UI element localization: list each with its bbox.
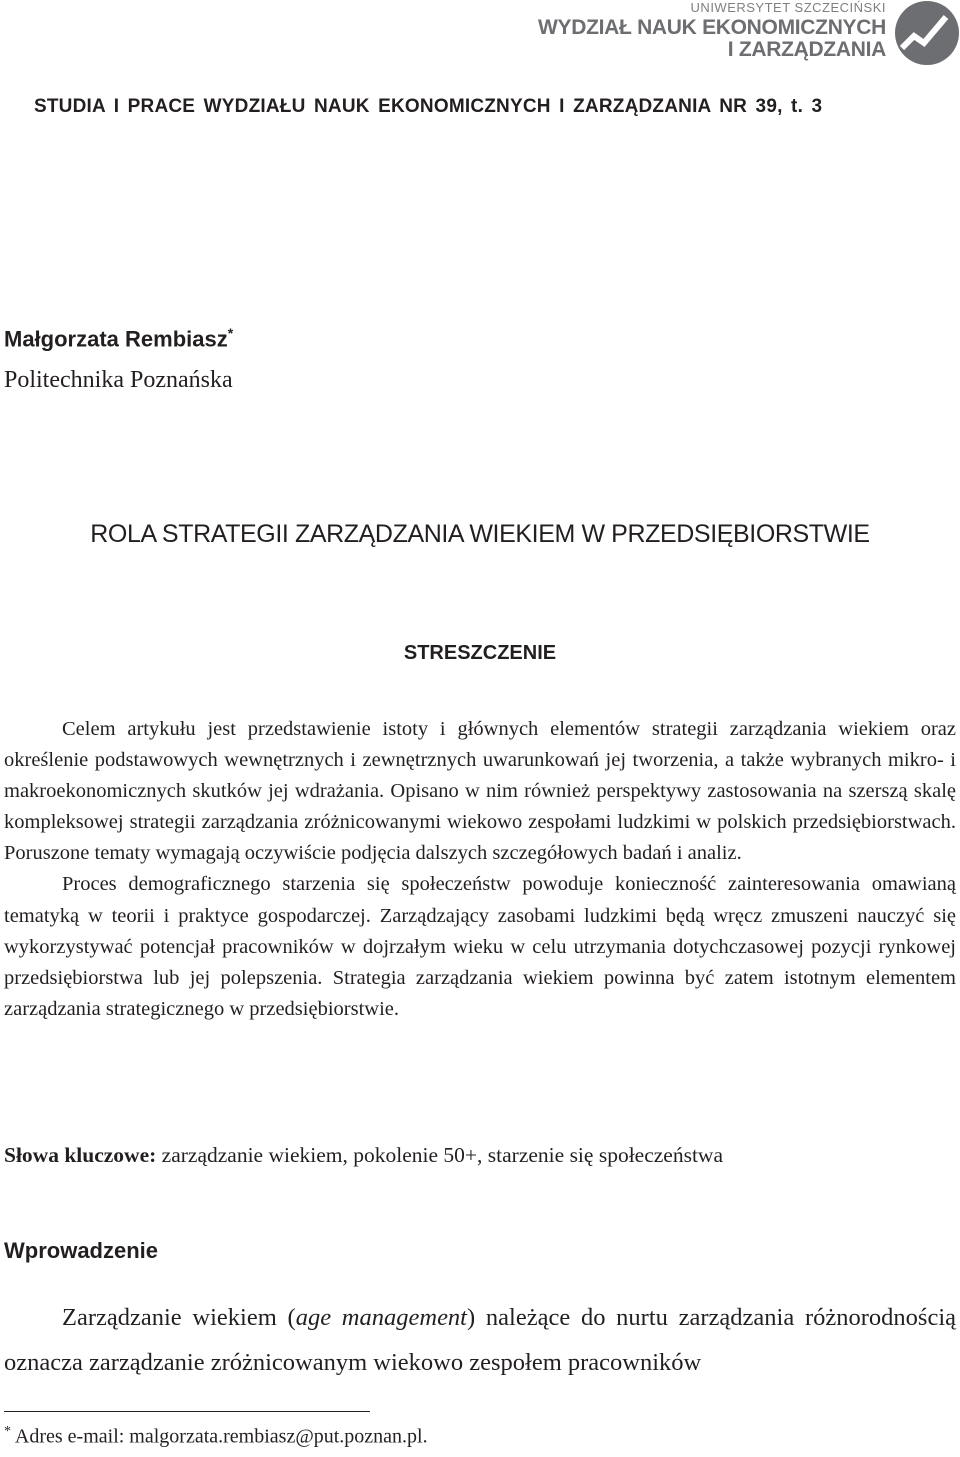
abstract-body <box>4 714 956 1025</box>
faculty-name <box>538 17 886 61</box>
article-title: ROLA STRATEGII ZARZĄDZANIA WIEKIEM W PRZEDSIĘBIORSTWIE <box>90 520 870 548</box>
abstract-paragraph: Celem artykułu jest przedstawienie istoty i głównych elementów strategii zarządzania wiekiem oraz określenie podstawowych wewnętrznych i zewnętrznych uwarunkowań jej tworzenia, a także wybranych mikro- i makroekonomicznych skutków jej wdrażania. Opisano w nim również perspektywy zastosowania na szerszą skalę kompleksowej strategii zarządzania zróżnicowanymi wiekowo zespołami ludzkimi w polskich przedsiębiorstwach. Poruszone tematy wymagają oczywiście podjęcia dalszych szczegółowych badań i analiz. <box>4 718 956 865</box>
intro-text-before: Zarządzanie wiekiem ( <box>62 1304 296 1331</box>
keywords-text: zarządzanie wiekiem, pokolenie 50+, starzenie się społeczeństwa <box>156 1143 723 1167</box>
intro-term: age management <box>295 1304 467 1331</box>
author-affiliation: Politechnika Poznańska <box>4 367 233 393</box>
faculty-logo <box>500 0 960 80</box>
introduction-body <box>4 1295 956 1385</box>
keywords <box>4 1143 956 1168</box>
faculty-name-line1: WYDZIAŁ NAUK EKONOMICZNYCH <box>537 16 886 39</box>
author-name-text: Małgorzata Rembiasz <box>4 326 228 352</box>
university-name: UNIWERSYTET SZCZECIŃSKI <box>690 0 886 15</box>
faculty-name-line2: I ZARZĄDZANIA <box>727 38 886 61</box>
abstract-paragraph: Proces demograficznego starzenia się społeczeństw powoduje konieczność zainteresowania omawianą tematyką w teorii i praktyce gospodarczej. Zarządzający zasobami ludzkimi będą wręcz zmuszeni nauczyć się wykorzystywać potencjał pracowników w dojrzałym wieku w celu utrzymania dotychczasowej pozycji rynkowej przedsiębiorstwa lub jej polepszenia. Strategia zarządzania wiekiem powinna być zatem istotnym elementem zarządzania strategicznego w przedsiębiorstwie. <box>4 873 956 1020</box>
author-footnote-marker: * <box>227 325 234 341</box>
section-heading-introduction: Wprowadzenie <box>4 1238 159 1263</box>
faculty-logo-icon <box>894 0 960 66</box>
keywords-label: Słowa kluczowe: <box>4 1143 157 1167</box>
footnote-marker: * <box>4 1424 11 1439</box>
journal-series-title: STUDIA I PRACE WYDZIAŁU NAUK EKONOMICZNYCH I ZARZĄDZANIA NR 39, t. 3 <box>34 96 823 117</box>
intro-text-after: ) należące do nurtu zarządzania różnorodnością oznacza zarządzanie zróżnicowanym wiekowo zespołem pracowników <box>4 1304 956 1376</box>
author-name <box>4 325 233 352</box>
abstract-heading: STRESZCZENIE <box>403 642 557 664</box>
introduction-paragraph <box>4 1295 956 1385</box>
footnote-text: Adres e-mail: malgorzata.rembiasz@put.poznan.pl. <box>11 1425 428 1448</box>
footnote <box>4 1424 428 1449</box>
footnote-divider <box>4 1411 370 1412</box>
